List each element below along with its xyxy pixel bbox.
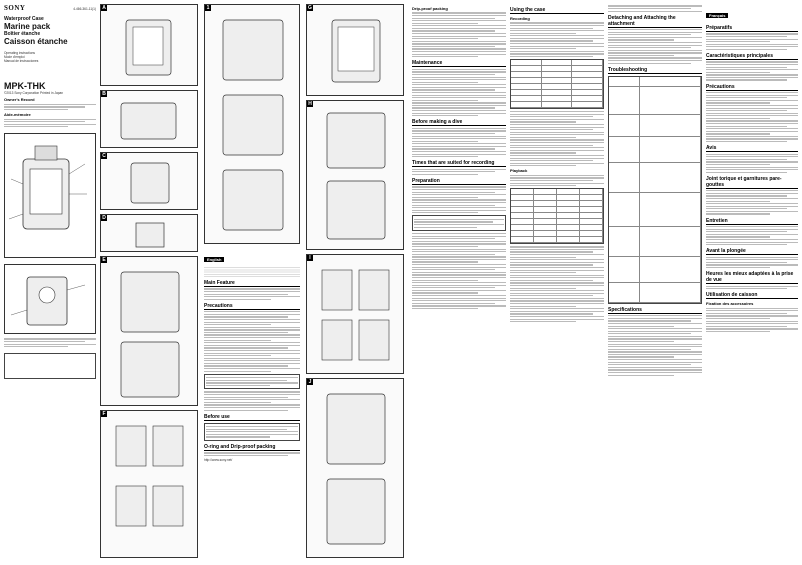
figures-column-1 <box>100 4 200 561</box>
model-number: MPK-THK <box>4 81 46 92</box>
preparatifs-heading: Préparatifs <box>706 25 798 32</box>
brand-logo: SONY <box>4 4 26 12</box>
fixation-heading: Fixation des accessoires <box>706 301 754 307</box>
title-en-1: Waterproof Case <box>4 16 44 22</box>
case-diagram-back <box>4 264 96 334</box>
figure-h: H <box>306 100 404 250</box>
aide-memoire-heading: Aide-mémoire <box>4 112 31 118</box>
tab-english: English <box>204 257 224 262</box>
detaching-heading: Detaching and Attaching the attachment <box>608 15 702 28</box>
entretien-heading: Entretien <box>706 218 798 225</box>
figure-e: E <box>100 256 198 406</box>
tab-french: Français <box>706 13 728 18</box>
recording-heading: Recording <box>510 16 530 21</box>
before-use-heading: Before use <box>204 414 300 421</box>
oring-heading: O-ring and Drip-proof packing <box>204 444 300 451</box>
figure-g: G <box>306 4 404 96</box>
button-table <box>510 59 604 109</box>
figure-i: I <box>306 254 404 374</box>
figure-a: A <box>100 4 198 86</box>
troubleshooting-table <box>608 76 702 304</box>
figures-column-2 <box>204 4 302 561</box>
figure-f: F <box>100 410 198 558</box>
preparation-heading: Preparation <box>412 178 506 185</box>
owners-record-heading: Owner's Record <box>4 97 35 103</box>
avis-heading: Avis <box>706 145 798 152</box>
playback-table <box>510 188 604 244</box>
drip-proof-heading: Drip-proof packing <box>412 6 448 11</box>
title-en-2: Marine pack <box>4 22 51 31</box>
copyright: ©2013 Sony Corporation Printed in Japan <box>4 91 64 96</box>
url: http://www.sony.net/ <box>204 458 233 463</box>
before-dive-heading: Before making a dive <box>412 119 506 126</box>
precautions-fr-heading: Précautions <box>706 84 798 91</box>
english-column-1 <box>412 4 506 561</box>
cover-column <box>4 4 96 561</box>
using-heading: Using the case <box>510 7 604 14</box>
figure-j: J <box>306 378 404 558</box>
heures-heading: Heures les mieux adaptées à la prise de vue <box>706 271 798 284</box>
precautions-heading: Precautions <box>204 303 300 310</box>
times-heading: Times that are suited for recording <box>412 160 506 167</box>
barcode-box <box>4 353 96 379</box>
english-column-2 <box>510 4 604 561</box>
troubleshooting-heading: Troubleshooting <box>608 67 702 74</box>
figure-d: D <box>100 214 198 252</box>
specifications-heading: Specifications <box>608 307 702 314</box>
playback-heading: Playback <box>510 168 528 174</box>
english-column-3 <box>608 4 702 561</box>
part-number: 4-466-361-11(1) <box>73 7 96 11</box>
avant-plongee-heading: Avant la plongée <box>706 248 798 255</box>
maintenance-heading: Maintenance <box>412 60 506 67</box>
utilisation-heading: Utilisation de caisson <box>706 292 798 299</box>
figure-c: C <box>100 152 198 210</box>
operating-instructions: Operating instructions <box>4 51 36 55</box>
figure-steps-1: 1 <box>204 4 300 244</box>
french-column <box>706 4 798 561</box>
figure-b: B <box>100 90 198 148</box>
figures-column-3 <box>306 4 406 561</box>
title-fr-2: Caisson étanche <box>4 37 68 46</box>
mode-emploi: Mode d'emploi <box>4 55 25 60</box>
caracteristiques-heading: Caractéristiques principales <box>706 53 798 60</box>
joint-heading: Joint torique et garnitures pare-gouttes <box>706 176 798 189</box>
case-diagram-front <box>4 133 96 258</box>
title-fr-1: Boîtier étanche <box>4 31 41 37</box>
manual-es: Manual de instrucciones <box>4 59 39 64</box>
main-feature-heading: Main Feature <box>204 280 300 287</box>
